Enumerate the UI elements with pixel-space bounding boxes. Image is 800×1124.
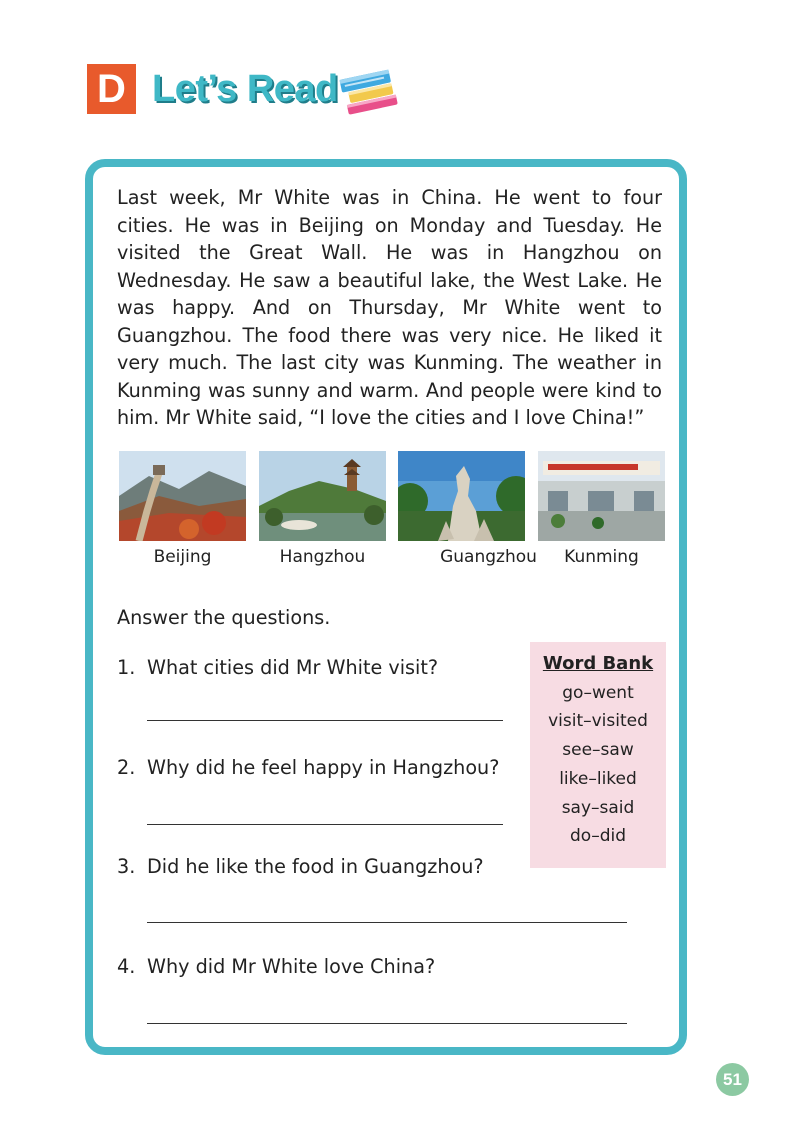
answer-line[interactable] [147,824,503,825]
answer-line[interactable] [147,720,503,721]
photo-beijing [119,451,246,541]
question-number: 4. [117,955,136,978]
question-text: What cities did Mr White visit? [147,656,439,679]
answer-line[interactable] [147,922,627,923]
page-number: 51 [716,1063,749,1096]
word-bank-item: visit–visited [548,711,648,731]
books-icon [338,60,400,118]
photo-caption: Guangzhou [440,547,537,567]
section-title: Let’s Read [152,68,338,110]
photo-guangzhou [398,451,525,541]
word-bank-item: see–saw [562,740,634,760]
question-number: 2. [117,756,136,779]
photo-kunming [538,451,665,541]
question-text: Why did he feel happy in Hangzhou? [147,756,500,779]
instructions: Answer the questions. [117,606,331,629]
question-number: 3. [117,855,136,878]
photo-caption: Beijing [153,547,212,567]
word-bank-item: say–said [561,798,635,818]
photo-caption: Kunming [564,547,639,567]
word-bank-title: Word Bank [542,653,654,674]
word-bank-item: like–liked [559,769,637,789]
section-letter: D [87,64,136,114]
photo-hangzhou [259,451,386,541]
answer-line[interactable] [147,1023,627,1024]
question-number: 1. [117,656,136,679]
question-text: Why did Mr White love China? [147,955,436,978]
word-bank [530,642,666,868]
question-text: Did he like the food in Guangzhou? [147,855,484,878]
reading-passage: Last week, Mr White was in China. He went to four cities. He was in Beijing on Monday and Tuesday. He visited the Great Wall. He was in Hangzhou on Wednesday. He saw a beautiful lake, the West Lake. He was happy. And on Thursday, Mr White went to Guangzhou. The food there was very nice. He liked it very much. The last city was Kunming. The weather in Kunming was sunny and warm. And people were kind to him. Mr White said, “I love the cities and I love China!” [117,186,662,429]
photo-caption: Hangzhou [279,547,366,567]
word-bank-item: go–went [562,683,634,703]
word-bank-item: do–did [570,826,626,846]
